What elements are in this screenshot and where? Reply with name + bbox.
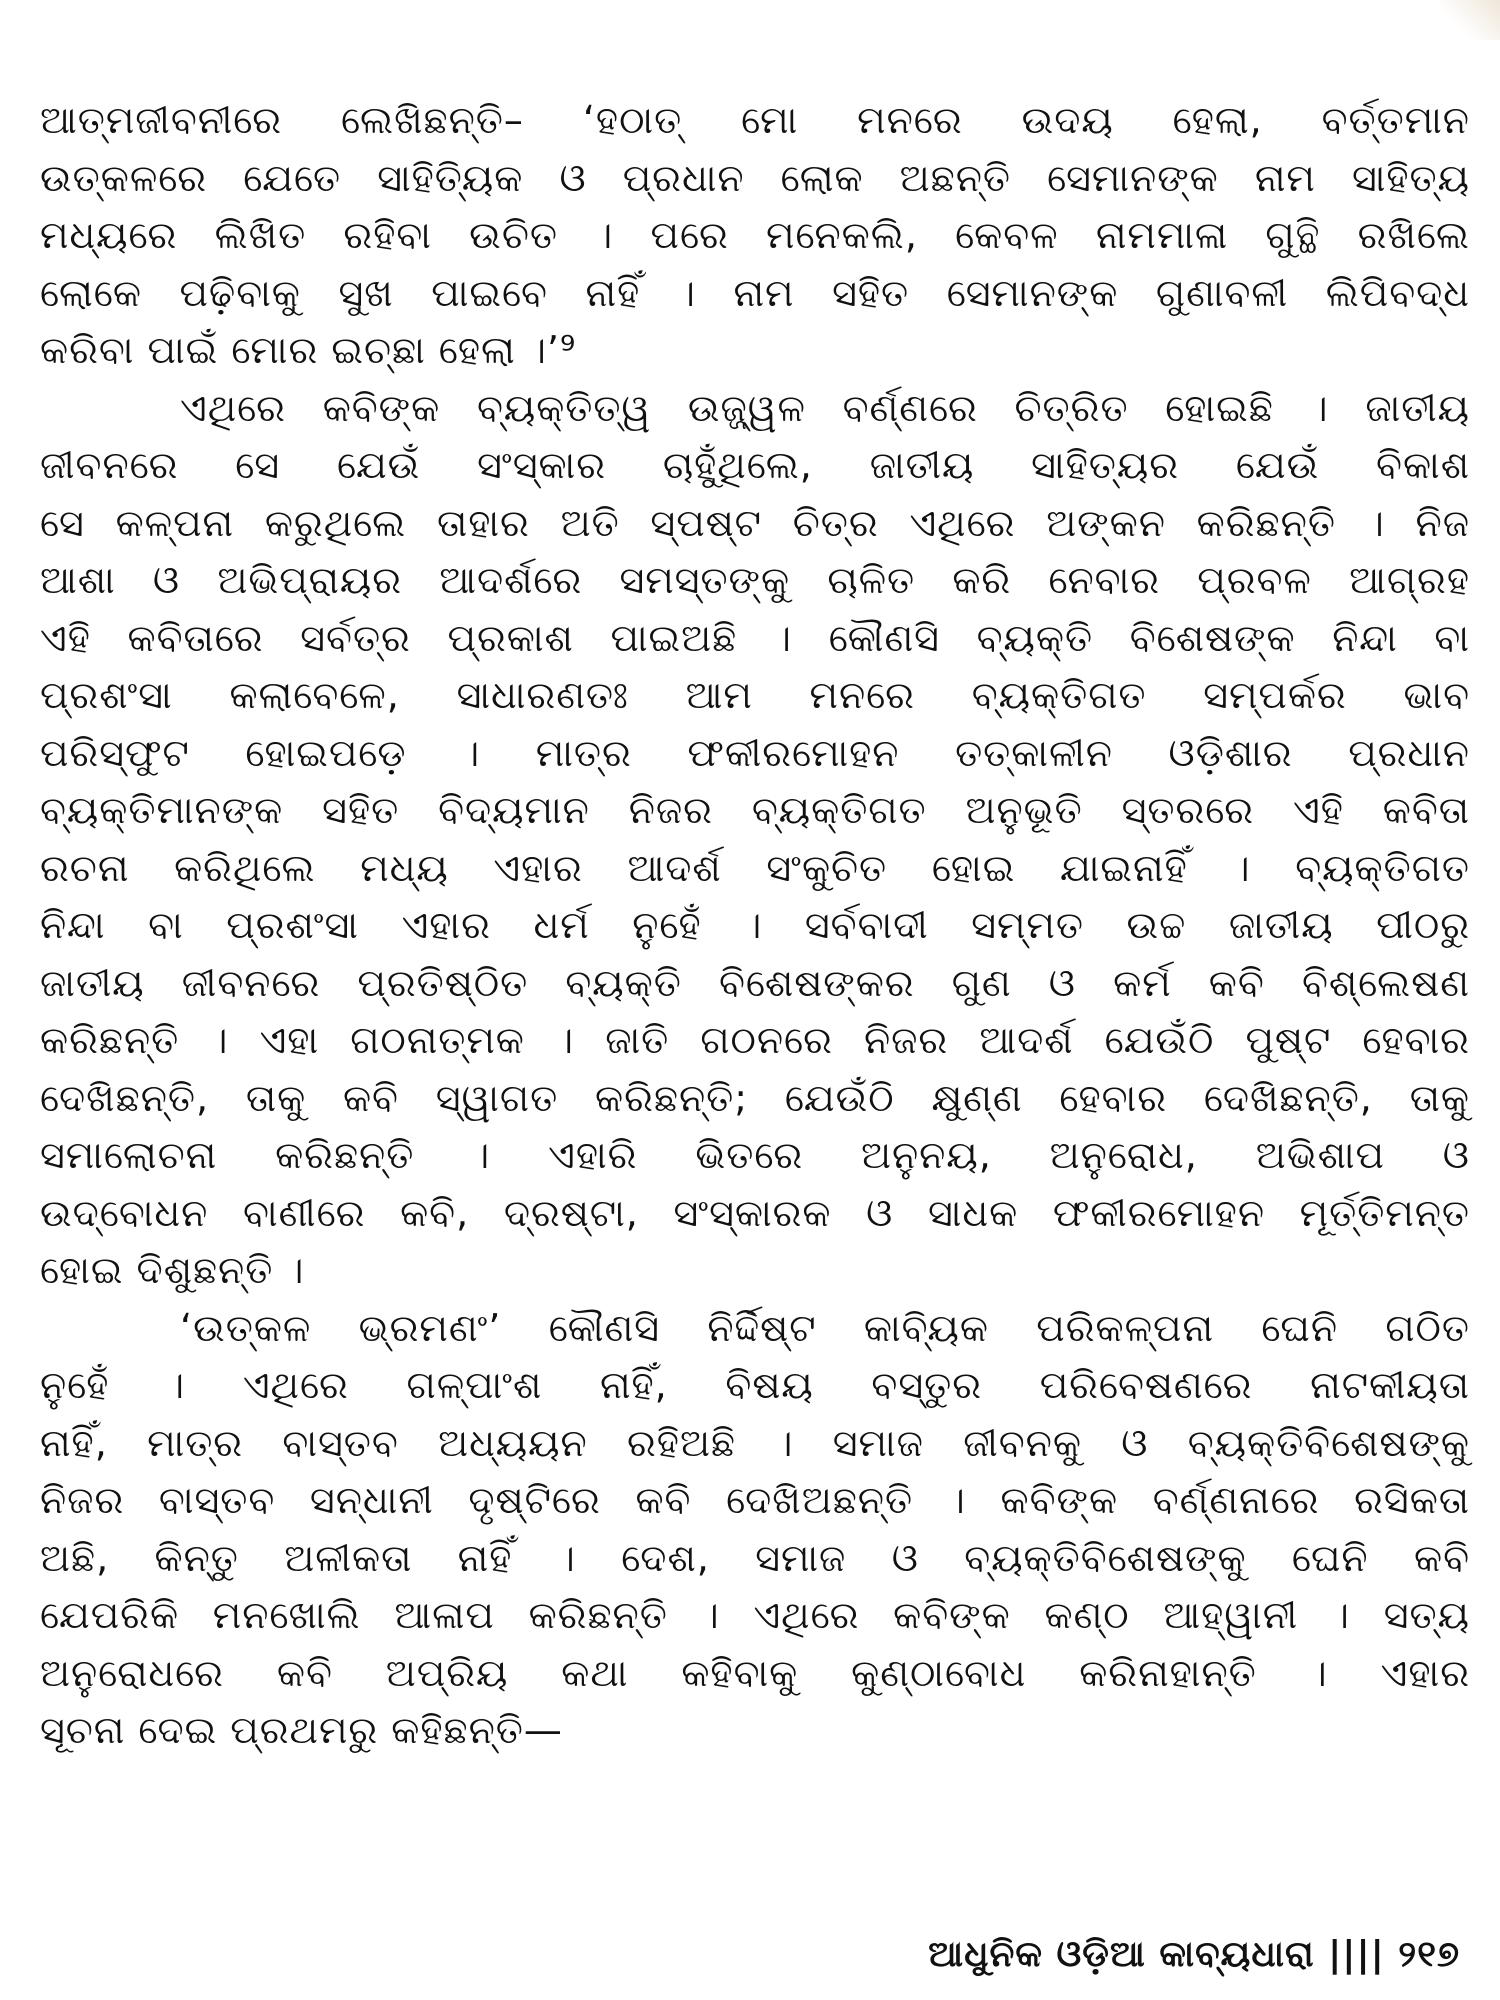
text-line: ସେ କଳ୍ପନା କରୁଥିଲେ ତାହାର ଅତି ସ୍ପଷ୍ଟ ଚିତ୍ର ଏଥିରେ ଅଙ୍କନ କରିଛନ୍ତି । ନିଜ xyxy=(40,500,1470,545)
text-line: ଜୀବନରେ ସେ ଯେଉଁ ସଂସ୍କାର ଚାହୁଁଥିଲେ, ଜାତୀୟ ସାହିତ୍ୟର ଯେଉଁ ବିକାଶ xyxy=(40,443,1470,487)
text-line: ଉଦ୍‌ବୋଧନ ବାଣୀରେ କବି, ଦ୍ରଷ୍ଟା, ସଂସ୍କାରକ ଓ ସାଧକ ଫକୀରମୋହନ ମୂର୍ତ୍ତିମନ୍ତ xyxy=(40,1190,1470,1235)
text-line: ଲୋକେ ପଢ଼ିବାକୁ ସୁଖ ପାଇବେ ନାହିଁ । ନାମ ସହିତ ସେମାନଙ୍କ ଗୁଣାବଳୀ ଲିପିବଦ୍ଧ xyxy=(40,270,1470,315)
text-line: ଆଶା ଓ ଅଭିପ୍ରାୟର ଆଦର୍ଶରେ ସମସ୍ତଙ୍କୁ ଚାଳିତ କରି ନେବାର ପ୍ରବଳ ଆଗ୍ରହ xyxy=(40,558,1470,602)
text-line: ନୁହେଁ । ଏଥିରେ ଗଳ୍ପାଂଶ ନାହିଁ, ବିଷୟ ବସ୍ତୁର ପରିବେଷଣରେ ନାଟକୀୟତା xyxy=(40,1363,1470,1407)
paragraph-start-line: ‘ଉତ୍କଳ ଭ୍ରମଣଂ’ କୌଣସି ନିର୍ଦ୍ଦିଷ୍ଟ କାବ୍ୟିକ ପରିକଳ୍ପନା ଘେନି ଗଠିତ xyxy=(180,1305,1470,1350)
text-line: ପ୍ରଶଂସା କଲାବେଳେ, ସାଧାରଣତଃ ଆମ ମନରେ ବ୍ୟକ୍ତିଗତ ସମ୍ପର୍କର ଭାବ xyxy=(40,673,1470,717)
text-line: ପରିସ୍ଫୁଟ ହୋଇପଡ଼େ । ମାତ୍ର ଫକୀରମୋହନ ତତ୍କାଳୀନ ଓଡ଼ିଶାର ପ୍ରଧାନ xyxy=(40,730,1470,775)
text-line: ଏହି କବିତାରେ ସର୍ବତ୍ର ପ୍ରକାଶ ପାଇଅଛି । କୌଣସି ବ୍ୟକ୍ତି ବିଶେଷଙ୍କ ନିନ୍ଦା ବା xyxy=(40,615,1470,660)
text-line: ନାହିଁ, ମାତ୍ର ବାସ୍ତବ ଅଧ୍ୟୟନ ରହିଅଛି । ସମାଜ ଜୀବନକୁ ଓ ବ୍ୟକ୍ତିବିଶେଷଙ୍କୁ xyxy=(40,1420,1470,1465)
text-line: ରଚନା କରିଥିଲେ ମଧ୍ୟ ଏହାର ଆଦର୍ଶ ସଂକୁଚିତ ହୋଇ ଯାଇନାହିଁ । ବ୍ୟକ୍ତିଗତ xyxy=(40,845,1470,890)
text-line: ଅଛି, କିନ୍ତୁ ଅଳୀକତା ନାହିଁ । ଦେଶ, ସମାଜ ଓ ବ୍ୟକ୍ତିବିଶେଷଙ୍କୁ ଘେନି କବି xyxy=(40,1535,1470,1580)
text-line: ଆତ୍ମଜୀବନୀରେ ଲେଖିଛନ୍ତି– ‘ହଠାତ୍ ମୋ ମନରେ ଉଦୟ ହେଲା, ବର୍ତ୍ତମାନ xyxy=(40,98,1470,142)
text-line: ଦେଖିଛନ୍ତି, ତାକୁ କବି ସ୍ୱାଗତ କରିଛନ୍ତି; ଯେଉଁଠି କ୍ଷୁଣ୍ଣ ହେବାର ଦେଖିଛନ୍ତି, ତାକୁ xyxy=(40,1075,1470,1120)
page-number: ୨୧୭ xyxy=(1398,1934,1460,1975)
text-line: ସୂଚନା ଦେଇ ପ୍ରଥମରୁ କହିଛନ୍ତି— xyxy=(40,1708,563,1752)
text-line: ବ୍ୟକ୍ତିମାନଙ୍କ ସହିତ ବିଦ୍ୟମାନ ନିଜର ବ୍ୟକ୍ତିଗତ ଅନୁଭୂତି ସ୍ତରରେ ଏହି କବିତା xyxy=(40,788,1470,832)
running-title: ଆଧୁନିକ ଓଡ଼ିଆ କାବ୍ୟଧାରା xyxy=(928,1934,1315,1975)
text-line: ଯେପରିକି ମନଖୋଲି ଆଳାପ କରିଛନ୍ତି । ଏଥିରେ କବିଙ୍କ କଣ୍ଠ ଆହ୍ୱାନୀ । ସତ୍ୟ xyxy=(40,1593,1470,1637)
text-line: ଜାତୀୟ ଜୀବନରେ ପ୍ରତିଷ୍ଠିତ ବ୍ୟକ୍ତି ବିଶେଷଙ୍କର ଗୁଣ ଓ କର୍ମ କବି ବିଶ୍ଲେଷଣ xyxy=(40,960,1470,1005)
text-line: ସମାଲୋଚନା କରିଛନ୍ତି । ଏହାରି ଭିତରେ ଅନୁନୟ, ଅନୁରୋଧ, ଅଭିଶାପ ଓ xyxy=(40,1133,1470,1177)
text-line: କରିଛନ୍ତି । ଏହା ଗଠନାତ୍ମକ । ଜାତି ଗଠନରେ ନିଜର ଆଦର୍ଶ ଯେଉଁଠି ପୁଷ୍ଟ ହେବାର xyxy=(40,1018,1470,1062)
text-line: କରିବା ପାଇଁ ମୋର ଇଚ୍ଛା ହେଲା ।’⁹ xyxy=(40,328,577,372)
paragraph-start-line: ଏଥିରେ କବିଙ୍କ ବ୍ୟକ୍ତିତ୍ୱ ଉଜ୍ଜ୍ୱଳ ବର୍ଣ୍ଣରେ ଚିତ୍ରିତ ହୋଇଛି । ଜାତୀୟ xyxy=(180,385,1470,430)
text-line: ହୋଇ ଦିଶୁଛନ୍ତି । xyxy=(40,1248,305,1292)
text-line: ଅନୁରୋଧରେ କବି ଅପ୍ରିୟ କଥା କହିବାକୁ କୁଣ୍ଠାବୋଧ କରିନାହାନ୍ତି । ଏହାର xyxy=(40,1650,1470,1695)
footer-separator: |||| xyxy=(1328,1934,1385,1975)
page-corner-shade xyxy=(1440,0,1500,40)
text-line: ନିନ୍ଦା ବା ପ୍ରଶଂସା ଏହାର ଧର୍ମ ନୁହେଁ । ସର୍ବବାଦୀ ସମ୍ମତ ଉଚ୍ଚ ଜାତୀୟ ପୀଠରୁ xyxy=(40,903,1470,947)
text-line: ଉତ୍କଳରେ ଯେତେ ସାହିତ୍ୟିକ ଓ ପ୍ରଧାନ ଲୋକ ଅଛନ୍ତି ସେମାନଙ୍କ ନାମ ସାହିତ୍ୟ xyxy=(40,155,1470,200)
page-footer xyxy=(928,1934,1460,1976)
page-body-text xyxy=(40,92,1470,1760)
text-line: ନିଜର ବାସ୍ତବ ସନ୍ଧାନୀ ଦୃଷ୍ଟିରେ କବି ଦେଖିଅଛନ୍ତି । କବିଙ୍କ ବର୍ଣ୍ଣନାରେ ରସିକତା xyxy=(40,1478,1470,1522)
text-line: ମଧ୍ୟରେ ଲିଖିତ ରହିବା ଉଚିତ । ପରେ ମନେକଲି, କେବଳ ନାମମାଳା ଗୁନ୍ଥି ରଖିଲେ xyxy=(40,213,1470,257)
